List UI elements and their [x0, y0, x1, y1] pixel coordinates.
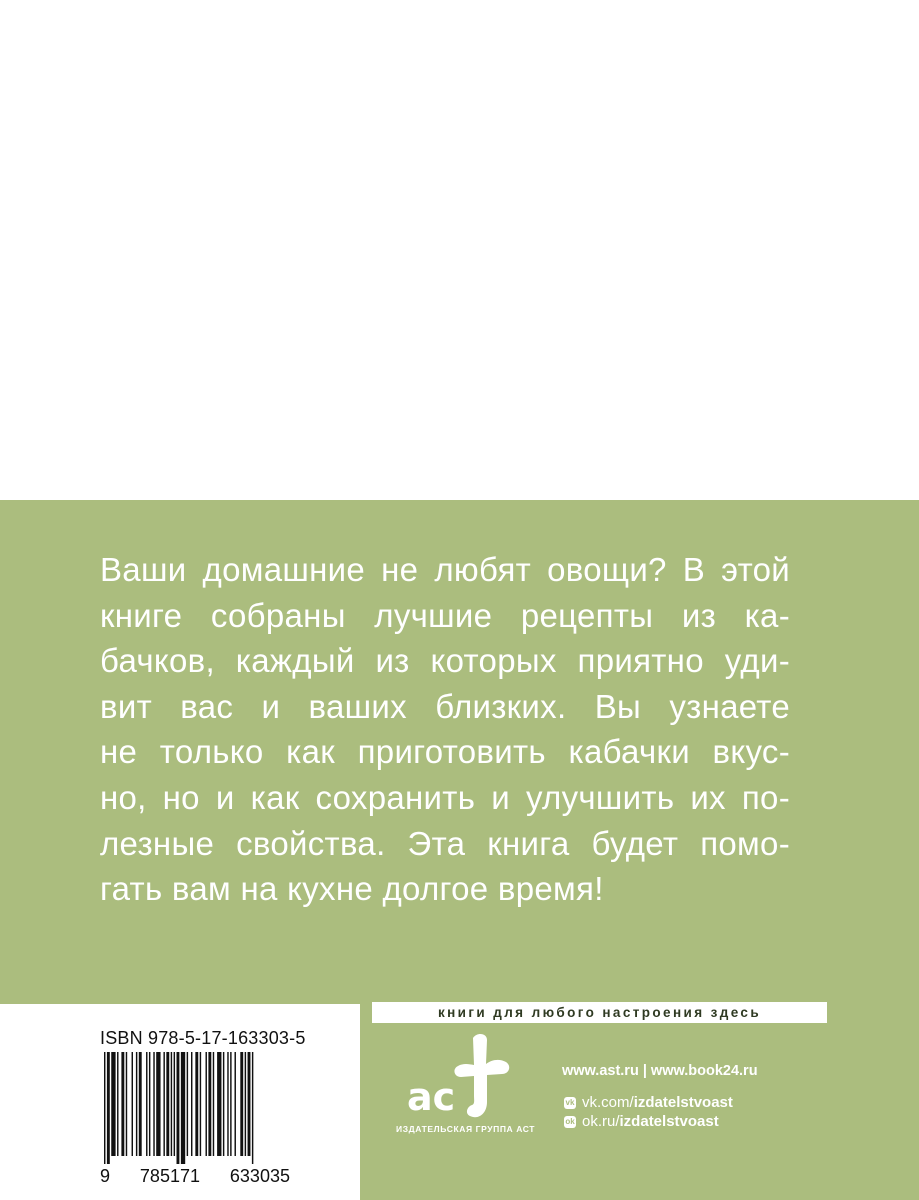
- barcode-bar: [227, 1052, 228, 1156]
- barcode-bar: [200, 1052, 201, 1156]
- annotation-line: книге собраны лучшие рецепты из ка-: [100, 596, 790, 634]
- barcode-bar: [191, 1052, 192, 1156]
- barcode-bar: [104, 1052, 105, 1164]
- barcode-bar: [235, 1052, 236, 1156]
- barcode-bar: [252, 1052, 253, 1164]
- annotation-line: не только как приготовить кабачки вкус-: [100, 733, 790, 771]
- social-handle: izdatelstvoast: [619, 1113, 719, 1130]
- barcode-bar: [230, 1052, 231, 1156]
- logo-letters: ас: [407, 1075, 456, 1119]
- barcode-bar: [149, 1052, 150, 1156]
- barcode-bar: [111, 1052, 115, 1156]
- barcode-digits: [100, 1166, 290, 1187]
- barcode-bar: [181, 1052, 185, 1164]
- barcode-bar: [126, 1052, 127, 1156]
- barcode-bar: [107, 1052, 110, 1164]
- social-link-vk[interactable]: [564, 1094, 733, 1111]
- barcode-bar: [195, 1052, 198, 1156]
- barcode-bar: [132, 1052, 133, 1156]
- barcode-bar: [248, 1052, 251, 1156]
- isbn-label: ISBN 978-5-17-163303-5: [100, 1028, 306, 1048]
- social-link-ok[interactable]: [564, 1113, 719, 1130]
- barcode-digit-group: 785171: [139, 1166, 200, 1186]
- vk-icon: vk: [565, 1098, 575, 1107]
- ast-logo-icon: [395, 1030, 530, 1125]
- barcode-icon: [100, 1052, 290, 1164]
- slogan-banner: книги для любого настроения здесь: [372, 1002, 827, 1023]
- publisher-caption: ИЗДАТЕЛЬСКАЯ ГРУППА АСТ: [396, 1124, 536, 1134]
- social-handle: izdatelstvoast: [633, 1094, 733, 1111]
- barcode-bar: [177, 1052, 180, 1164]
- barcode-bar: [156, 1052, 160, 1156]
- website-links[interactable]: www.ast.ru | www.book24.ru: [562, 1063, 758, 1079]
- barcode-bar: [206, 1052, 207, 1156]
- annotation-line: но, но и как сохранить и улучшить их по-: [100, 778, 790, 816]
- barcode-bar: [121, 1052, 124, 1156]
- barcode-bar: [187, 1052, 188, 1156]
- barcode-bar: [139, 1052, 142, 1156]
- book-annotation: [100, 547, 790, 912]
- barcode-bar: [171, 1052, 172, 1156]
- ok-icon: ok: [565, 1117, 575, 1126]
- annotation-line: лезные свойства. Эта книга будет помо-: [100, 824, 790, 862]
- barcode-bar: [240, 1052, 243, 1156]
- barcode-digit-group: 633035: [229, 1166, 290, 1186]
- barcode-bar: [166, 1052, 169, 1156]
- barcode-bar: [136, 1052, 137, 1156]
- barcode-digit-group: 9: [100, 1166, 111, 1186]
- barcode-bar: [213, 1052, 214, 1156]
- barcode-bar: [174, 1052, 175, 1156]
- barcode-bar: [163, 1052, 164, 1156]
- barcode-bar: [245, 1052, 246, 1156]
- barcode-bar: [117, 1052, 118, 1156]
- social-prefix: vk.com/: [582, 1094, 634, 1111]
- social-prefix: ok.ru/: [582, 1113, 620, 1130]
- annotation-line: бачков, каждый из которых приятно уди-: [100, 642, 790, 680]
- cover-top-area: [0, 0, 919, 500]
- barcode-bar: [223, 1052, 224, 1156]
- annotation-line: Ваши домашние не любят овощи? В этой: [100, 551, 790, 588]
- barcode-bar: [153, 1052, 154, 1156]
- barcode-bar: [208, 1052, 211, 1156]
- annotation-line: вит вас и ваших близких. Вы узнаете: [100, 687, 790, 725]
- barcode-bar: [217, 1052, 221, 1156]
- barcode-bar: [146, 1052, 147, 1156]
- annotation-line: гать вам на кухне долгое время!: [100, 870, 604, 908]
